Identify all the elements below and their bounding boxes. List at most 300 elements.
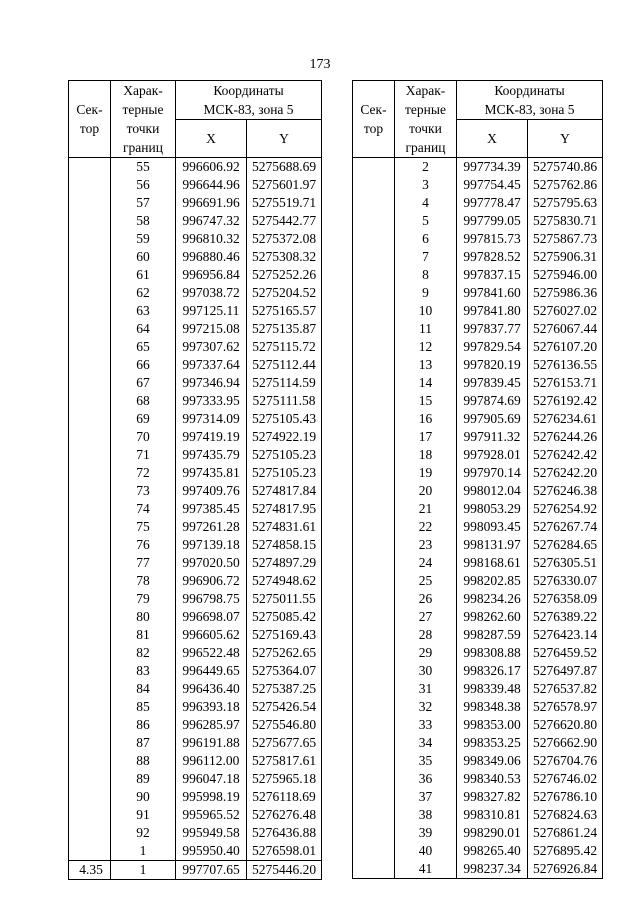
point-cell: 24 <box>395 554 457 572</box>
sector-cell <box>69 158 111 177</box>
point-cell: 79 <box>111 590 176 608</box>
table-row <box>353 590 603 608</box>
point-cell: 58 <box>111 212 176 230</box>
point-cell: 9 <box>395 284 457 302</box>
table-body-left <box>69 158 322 880</box>
table-row <box>69 518 322 536</box>
sector-cell <box>353 626 395 644</box>
point-cell: 27 <box>395 608 457 626</box>
table-row <box>69 734 322 752</box>
y-cell: 5274817.95 <box>247 500 322 518</box>
x-cell: 998237.34 <box>457 860 528 879</box>
point-cell: 61 <box>111 266 176 284</box>
table-row <box>69 338 322 356</box>
point-cell: 78 <box>111 572 176 590</box>
y-cell: 5275135.87 <box>247 320 322 338</box>
table-row <box>69 302 322 320</box>
point-cell: 25 <box>395 572 457 590</box>
point-cell: 74 <box>111 500 176 518</box>
point-cell: 62 <box>111 284 176 302</box>
x-cell: 996449.65 <box>176 662 247 680</box>
x-cell: 998326.17 <box>457 662 528 680</box>
sector-cell <box>353 374 395 392</box>
table-row <box>353 752 603 770</box>
sector-cell <box>69 410 111 428</box>
x-cell: 997928.01 <box>457 446 528 464</box>
table-row <box>69 266 322 284</box>
table-row <box>353 644 603 662</box>
sector-cell <box>353 392 395 410</box>
x-cell: 996606.92 <box>176 158 247 177</box>
header-x: X <box>457 120 528 158</box>
table-row <box>353 212 603 230</box>
x-cell: 997435.81 <box>176 464 247 482</box>
table-row <box>69 284 322 302</box>
table-row <box>353 248 603 266</box>
x-cell: 996605.62 <box>176 626 247 644</box>
x-cell: 997829.54 <box>457 338 528 356</box>
y-cell: 5276537.82 <box>528 680 603 698</box>
table-row <box>353 500 603 518</box>
x-cell: 997911.32 <box>457 428 528 446</box>
sector-cell <box>353 266 395 284</box>
sector-cell <box>353 770 395 788</box>
x-cell: 998349.06 <box>457 752 528 770</box>
sector-cell <box>353 752 395 770</box>
header-coordinates: Координаты МСК-83, зона 5 <box>176 81 322 120</box>
y-cell: 5276153.71 <box>528 374 603 392</box>
point-cell: 86 <box>111 716 176 734</box>
sector-cell <box>69 626 111 644</box>
point-cell: 83 <box>111 662 176 680</box>
table-row <box>69 410 322 428</box>
table-row <box>353 554 603 572</box>
x-cell: 996880.46 <box>176 248 247 266</box>
sector-cell <box>353 356 395 374</box>
x-cell: 996906.72 <box>176 572 247 590</box>
sector-cell <box>353 644 395 662</box>
y-cell: 5275262.65 <box>247 644 322 662</box>
y-cell: 5276234.61 <box>528 410 603 428</box>
y-cell: 5275112.44 <box>247 356 322 374</box>
header-y: Y <box>247 120 322 158</box>
x-cell: 996810.32 <box>176 230 247 248</box>
x-cell: 997314.09 <box>176 410 247 428</box>
sector-cell <box>69 842 111 861</box>
sector-cell <box>353 734 395 752</box>
x-cell: 998093.45 <box>457 518 528 536</box>
y-cell: 5275085.42 <box>247 608 322 626</box>
sector-cell <box>69 518 111 536</box>
sector-cell <box>69 608 111 626</box>
y-cell: 5276620.80 <box>528 716 603 734</box>
x-cell: 996047.18 <box>176 770 247 788</box>
point-cell: 55 <box>111 158 176 177</box>
table-row <box>69 861 322 880</box>
y-cell: 5275364.07 <box>247 662 322 680</box>
sector-cell <box>353 446 395 464</box>
header-sector: Сек- тор <box>353 81 395 158</box>
point-cell: 30 <box>395 662 457 680</box>
table-row <box>353 662 603 680</box>
sector-cell <box>69 644 111 662</box>
table-row <box>353 230 603 248</box>
table-row <box>353 716 603 734</box>
table-row <box>353 356 603 374</box>
y-cell: 5275965.18 <box>247 770 322 788</box>
point-cell: 59 <box>111 230 176 248</box>
sector-cell <box>69 284 111 302</box>
point-cell: 36 <box>395 770 457 788</box>
sector-cell <box>353 788 395 806</box>
table-row <box>353 824 603 842</box>
point-cell: 65 <box>111 338 176 356</box>
y-cell: 5274897.29 <box>247 554 322 572</box>
table-row <box>69 212 322 230</box>
y-cell: 5276330.07 <box>528 572 603 590</box>
sector-cell <box>353 482 395 500</box>
table-row <box>353 518 603 536</box>
table-row <box>69 662 322 680</box>
x-cell: 998131.97 <box>457 536 528 554</box>
y-cell: 5276436.88 <box>247 824 322 842</box>
sector-cell <box>69 194 111 212</box>
point-cell: 40 <box>395 842 457 860</box>
point-cell: 8 <box>395 266 457 284</box>
coordinates-table-left <box>68 80 322 880</box>
table-row <box>69 158 322 177</box>
y-cell: 5276598.01 <box>247 842 322 861</box>
y-cell: 5276895.42 <box>528 842 603 860</box>
point-cell: 71 <box>111 446 176 464</box>
x-cell: 998353.00 <box>457 716 528 734</box>
table-row <box>69 716 322 734</box>
x-cell: 998012.04 <box>457 482 528 500</box>
y-cell: 5276107.20 <box>528 338 603 356</box>
point-cell: 11 <box>395 320 457 338</box>
point-cell: 6 <box>395 230 457 248</box>
x-cell: 998308.88 <box>457 644 528 662</box>
header-y: Y <box>528 120 603 158</box>
y-cell: 5276305.51 <box>528 554 603 572</box>
sector-cell <box>353 662 395 680</box>
x-cell: 998234.26 <box>457 590 528 608</box>
sector-cell <box>69 230 111 248</box>
x-cell: 997435.79 <box>176 446 247 464</box>
x-cell: 996691.96 <box>176 194 247 212</box>
point-cell: 4 <box>395 194 457 212</box>
sector-cell <box>69 824 111 842</box>
x-cell: 997419.19 <box>176 428 247 446</box>
table-row <box>69 374 322 392</box>
point-cell: 76 <box>111 536 176 554</box>
point-cell: 81 <box>111 626 176 644</box>
sector-cell <box>353 698 395 716</box>
sector-cell <box>353 554 395 572</box>
y-cell: 5275817.61 <box>247 752 322 770</box>
y-cell: 5275105.43 <box>247 410 322 428</box>
x-cell: 996798.75 <box>176 590 247 608</box>
point-cell: 31 <box>395 680 457 698</box>
x-cell: 998340.53 <box>457 770 528 788</box>
y-cell: 5275986.36 <box>528 284 603 302</box>
point-cell: 18 <box>395 446 457 464</box>
table-row <box>69 500 322 518</box>
y-cell: 5275105.23 <box>247 464 322 482</box>
sector-cell <box>69 554 111 572</box>
y-cell: 5275446.20 <box>247 861 322 880</box>
y-cell: 5276824.63 <box>528 806 603 824</box>
table-row <box>69 176 322 194</box>
table-row <box>353 428 603 446</box>
sector-cell <box>69 212 111 230</box>
x-cell: 997874.69 <box>457 392 528 410</box>
point-cell: 68 <box>111 392 176 410</box>
sector-cell <box>353 194 395 212</box>
sector-cell <box>69 662 111 680</box>
y-cell: 5274922.19 <box>247 428 322 446</box>
y-cell: 5275011.55 <box>247 590 322 608</box>
table-row <box>353 482 603 500</box>
table-row <box>69 536 322 554</box>
y-cell: 5276578.97 <box>528 698 603 716</box>
x-cell: 998053.29 <box>457 500 528 518</box>
table-row <box>353 536 603 554</box>
sector-cell <box>69 716 111 734</box>
sector-cell <box>353 428 395 446</box>
x-cell: 997905.69 <box>457 410 528 428</box>
sector-cell <box>353 410 395 428</box>
y-cell: 5276358.09 <box>528 590 603 608</box>
y-cell: 5275105.23 <box>247 446 322 464</box>
x-cell: 997837.77 <box>457 320 528 338</box>
y-cell: 5275867.73 <box>528 230 603 248</box>
header-sector: Сек- тор <box>69 81 111 158</box>
sector-cell <box>69 590 111 608</box>
sector-cell <box>69 428 111 446</box>
point-cell: 16 <box>395 410 457 428</box>
table-row <box>353 788 603 806</box>
x-cell: 997815.73 <box>457 230 528 248</box>
sector-cell <box>69 698 111 716</box>
sector-cell <box>353 230 395 248</box>
sector-cell <box>353 806 395 824</box>
point-cell: 38 <box>395 806 457 824</box>
point-cell: 26 <box>395 590 457 608</box>
y-cell: 5276459.52 <box>528 644 603 662</box>
point-cell: 1 <box>111 861 176 880</box>
table-row <box>69 320 322 338</box>
table-row <box>69 392 322 410</box>
x-cell: 998290.01 <box>457 824 528 842</box>
point-cell: 15 <box>395 392 457 410</box>
table-row <box>353 608 603 626</box>
table-row <box>69 698 322 716</box>
sector-cell <box>353 302 395 320</box>
x-cell: 997820.19 <box>457 356 528 374</box>
table-row <box>69 842 322 861</box>
y-cell: 5275111.58 <box>247 392 322 410</box>
point-cell: 14 <box>395 374 457 392</box>
x-cell: 997346.94 <box>176 374 247 392</box>
y-cell: 5275372.08 <box>247 230 322 248</box>
y-cell: 5274831.61 <box>247 518 322 536</box>
x-cell: 996747.32 <box>176 212 247 230</box>
point-cell: 77 <box>111 554 176 572</box>
table-row <box>69 770 322 788</box>
y-cell: 5275519.71 <box>247 194 322 212</box>
point-cell: 5 <box>395 212 457 230</box>
table-row <box>69 194 322 212</box>
point-cell: 12 <box>395 338 457 356</box>
point-cell: 88 <box>111 752 176 770</box>
table-row <box>69 572 322 590</box>
point-cell: 3 <box>395 176 457 194</box>
x-cell: 996191.88 <box>176 734 247 752</box>
table-row <box>353 374 603 392</box>
sector-cell <box>353 590 395 608</box>
y-cell: 5275426.54 <box>247 698 322 716</box>
sector-cell <box>69 806 111 824</box>
sector-cell <box>353 212 395 230</box>
y-cell: 5276192.42 <box>528 392 603 410</box>
point-cell: 13 <box>395 356 457 374</box>
table-row <box>353 770 603 788</box>
table-row <box>353 806 603 824</box>
point-cell: 34 <box>395 734 457 752</box>
sector-cell <box>69 356 111 374</box>
y-cell: 5276276.48 <box>247 806 322 824</box>
point-cell: 1 <box>111 842 176 861</box>
table-row <box>353 572 603 590</box>
y-cell: 5276254.92 <box>528 500 603 518</box>
table-body-right <box>353 158 603 879</box>
table-row <box>353 158 603 177</box>
x-cell: 998339.48 <box>457 680 528 698</box>
y-cell: 5275114.59 <box>247 374 322 392</box>
y-cell: 5274948.62 <box>247 572 322 590</box>
sector-cell <box>353 536 395 554</box>
y-cell: 5276389.22 <box>528 608 603 626</box>
y-cell: 5275762.86 <box>528 176 603 194</box>
y-cell: 5275906.31 <box>528 248 603 266</box>
y-cell: 5275169.43 <box>247 626 322 644</box>
x-cell: 995949.58 <box>176 824 247 842</box>
y-cell: 5276786.10 <box>528 788 603 806</box>
table-row <box>69 608 322 626</box>
y-cell: 5276242.42 <box>528 446 603 464</box>
y-cell: 5275601.97 <box>247 176 322 194</box>
y-cell: 5275204.52 <box>247 284 322 302</box>
x-cell: 998287.59 <box>457 626 528 644</box>
sector-cell <box>353 338 395 356</box>
point-cell: 85 <box>111 698 176 716</box>
sector-cell <box>69 320 111 338</box>
x-cell: 998327.82 <box>457 788 528 806</box>
point-cell: 91 <box>111 806 176 824</box>
sector-cell <box>69 446 111 464</box>
x-cell: 997337.64 <box>176 356 247 374</box>
x-cell: 997125.11 <box>176 302 247 320</box>
sector-cell <box>69 374 111 392</box>
x-cell: 998348.38 <box>457 698 528 716</box>
x-cell: 998353.25 <box>457 734 528 752</box>
point-cell: 20 <box>395 482 457 500</box>
point-cell: 7 <box>395 248 457 266</box>
point-cell: 39 <box>395 824 457 842</box>
x-cell: 997333.95 <box>176 392 247 410</box>
header-x: X <box>176 120 247 158</box>
table-row <box>69 824 322 842</box>
y-cell: 5275740.86 <box>528 158 603 177</box>
point-cell: 22 <box>395 518 457 536</box>
y-cell: 5276926.84 <box>528 860 603 879</box>
y-cell: 5274858.15 <box>247 536 322 554</box>
point-cell: 10 <box>395 302 457 320</box>
y-cell: 5276861.24 <box>528 824 603 842</box>
sector-cell <box>69 482 111 500</box>
point-cell: 89 <box>111 770 176 788</box>
header-points: Харак- терные точки границ <box>111 81 176 158</box>
y-cell: 5275165.57 <box>247 302 322 320</box>
table-row <box>353 446 603 464</box>
y-cell: 5276118.69 <box>247 788 322 806</box>
table-row <box>353 464 603 482</box>
x-cell: 997215.08 <box>176 320 247 338</box>
point-cell: 72 <box>111 464 176 482</box>
point-cell: 84 <box>111 680 176 698</box>
x-cell: 996285.97 <box>176 716 247 734</box>
table-row <box>353 860 603 879</box>
sector-cell: 4.35 <box>69 861 111 880</box>
sector-cell <box>353 176 395 194</box>
table-row <box>69 554 322 572</box>
table-row <box>353 266 603 284</box>
x-cell: 997828.52 <box>457 248 528 266</box>
y-cell: 5275546.80 <box>247 716 322 734</box>
page-number: 173 <box>309 57 331 72</box>
x-cell: 995998.19 <box>176 788 247 806</box>
x-cell: 997778.47 <box>457 194 528 212</box>
sector-cell <box>69 248 111 266</box>
sector-cell <box>353 320 395 338</box>
sector-cell <box>69 572 111 590</box>
table-row <box>353 320 603 338</box>
x-cell: 998310.81 <box>457 806 528 824</box>
sector-cell <box>69 392 111 410</box>
point-cell: 57 <box>111 194 176 212</box>
y-cell: 5275795.63 <box>528 194 603 212</box>
point-cell: 19 <box>395 464 457 482</box>
table-row <box>353 392 603 410</box>
table-row <box>353 410 603 428</box>
table-row <box>353 338 603 356</box>
header-points: Харак- терные точки границ <box>395 81 457 158</box>
x-cell: 995965.52 <box>176 806 247 824</box>
x-cell: 996522.48 <box>176 644 247 662</box>
point-cell: 75 <box>111 518 176 536</box>
sector-cell <box>69 536 111 554</box>
x-cell: 996436.40 <box>176 680 247 698</box>
point-cell: 28 <box>395 626 457 644</box>
sector-cell <box>69 176 111 194</box>
sector-cell <box>353 824 395 842</box>
point-cell: 66 <box>111 356 176 374</box>
header-coordinates: Координаты МСК-83, зона 5 <box>457 81 603 120</box>
point-cell: 73 <box>111 482 176 500</box>
point-cell: 90 <box>111 788 176 806</box>
x-cell: 997734.39 <box>457 158 528 177</box>
